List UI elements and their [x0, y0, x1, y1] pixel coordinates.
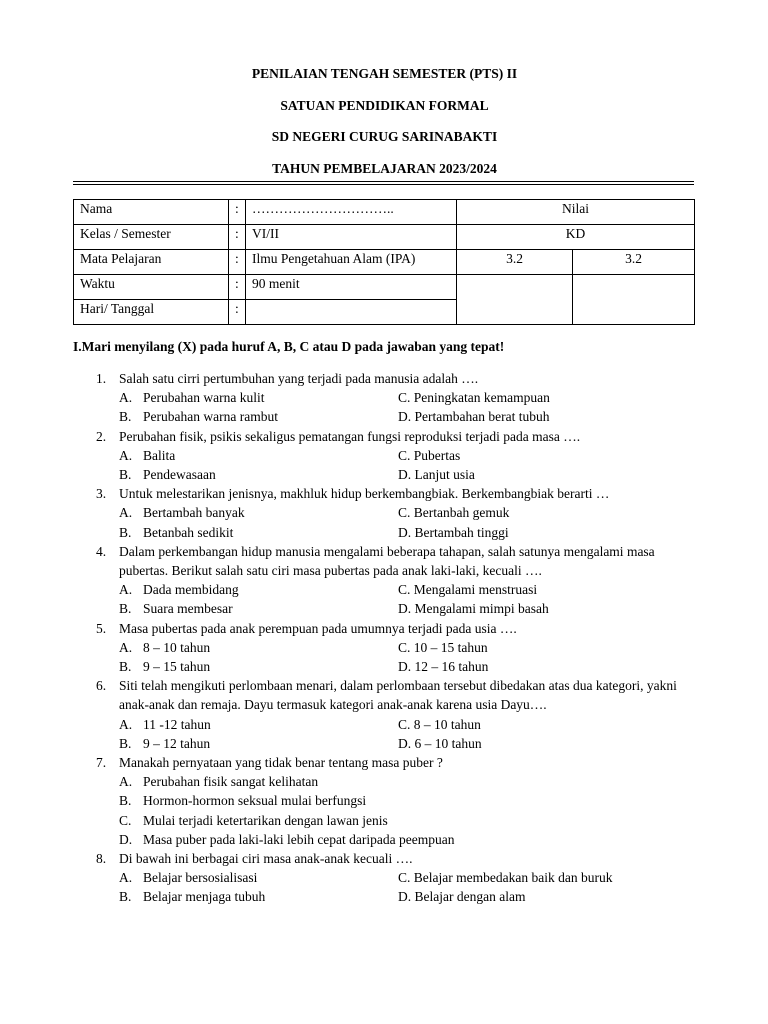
question-number: 7.	[96, 755, 107, 771]
question-text: Di bawah ini berbagai ciri masa anak-anak kecuali ….	[119, 851, 413, 867]
option-b: B. Pendewasaan	[119, 467, 216, 483]
colon: :	[229, 200, 246, 225]
date-value	[246, 300, 457, 325]
options	[119, 388, 691, 426]
colon: :	[229, 275, 246, 300]
question-number: 6.	[96, 678, 107, 694]
option-a: A. 11 -12 tahun	[119, 716, 211, 732]
kd-header: KD	[457, 225, 695, 250]
header-unit: SATUAN PENDIDIKAN FORMAL	[280, 97, 489, 113]
class-value: VI/II	[246, 225, 457, 250]
option-c: C. Peningkatan kemampuan	[398, 390, 550, 406]
question	[0, 542, 768, 619]
header-title: PENILAIAN TENGAH SEMESTER (PTS) II	[251, 66, 518, 81]
option-b: B. 9 – 12 tahun	[119, 735, 211, 751]
instructions: I.Mari menyilang (X) pada huruf A, B, C atau D pada jawaban yang tepat!	[73, 339, 505, 354]
options	[119, 446, 691, 484]
option-b: B. Betanbah sedikit	[119, 524, 234, 540]
option-c: C. Mengalami menstruasi	[398, 582, 538, 598]
question-number: 3.	[96, 486, 107, 502]
option-a: A. Perubahan fisik sangat kelihatan	[119, 774, 319, 790]
header-year: TAHUN PEMBELAJARAN 2023/2024	[272, 160, 497, 176]
question-number: 2.	[96, 428, 107, 444]
option-c: C. Belajar membedakan baik dan buruk	[398, 870, 613, 886]
option-c: C. Mulai terjadi ketertarikan dengan lawan jenis	[119, 812, 388, 828]
option-d: D. Masa puber pada laki-laki lebih cepat daripada peempuan	[119, 831, 455, 847]
option-c: C. 10 – 15 tahun	[398, 639, 488, 655]
score-box-2	[573, 275, 695, 325]
option-a: A. Balita	[119, 447, 176, 463]
option-b: B. Suara membesar	[119, 601, 233, 617]
question	[0, 676, 768, 753]
options	[119, 580, 691, 618]
time-label: Waktu	[74, 275, 229, 300]
student-info-table	[73, 199, 695, 325]
question-text: Perubahan fisik, psikis sekaligus pematangan fungsi reproduksi terjadi pada masa ….	[119, 428, 581, 444]
option-a: A. Dada membidang	[119, 582, 239, 598]
option-a: A. Belajar bersosialisasi	[119, 870, 258, 886]
question-list	[0, 369, 768, 907]
colon: :	[229, 250, 246, 275]
question-text: Dalam perkembangan hidup manusia mengalami beberapa tahapan, salah satunya mengalami masa pubertas. Berikut salah satu ciri masa pubertas pada anak laki-laki, kecuali ….	[119, 543, 655, 579]
score-header: Nilai	[457, 200, 695, 225]
options	[119, 715, 691, 753]
question-text: Manakah pernyataan yang tidak benar tentang masa puber ?	[119, 755, 443, 771]
subject-value: Ilmu Pengetahuan Alam (IPA)	[246, 250, 457, 275]
class-label: Kelas / Semester	[74, 225, 229, 250]
option-c: C. 8 – 10 tahun	[398, 716, 481, 732]
question	[0, 484, 768, 542]
option-c: C. Pubertas	[398, 447, 461, 463]
options	[119, 772, 691, 849]
option-b: B. Perubahan warna rambut	[119, 409, 278, 425]
header-divider-bottom	[73, 184, 694, 185]
kd-cell-1: 3.2	[457, 250, 573, 275]
name-label: Nama	[74, 200, 229, 225]
question-text: Salah satu cirri pertumbuhan yang terjadi pada manusia adalah ….	[119, 371, 479, 386]
kd-cell-2: 3.2	[573, 250, 695, 275]
option-c: C. Bertanbah gemuk	[398, 505, 510, 521]
exam-header	[75, 66, 694, 192]
options	[119, 868, 691, 906]
option-b: B. 9 – 15 tahun	[119, 659, 211, 675]
question	[0, 427, 768, 485]
question	[0, 369, 768, 427]
question-text: Masa pubertas pada anak perempuan pada umumnya terjadi pada usia ….	[119, 620, 517, 636]
subject-label: Mata Pelajaran	[74, 250, 229, 275]
question	[0, 753, 768, 849]
question-text: Siti telah mengikuti perlombaan menari, dalam perlombaan tersebut dibedakan atas dua kategori, yakni anak-anak dan remaja. Dayu termasuk kategori anak-anak karena usia Dayu….	[119, 678, 677, 713]
question-text: Untuk melestarikan jenisnya, makhluk hidup berkembangbiak. Berkembangbiak berarti …	[119, 486, 610, 502]
option-d: D. 6 – 10 tahun	[398, 735, 482, 751]
option-a: A. 8 – 10 tahun	[119, 639, 211, 655]
option-d: D. Pertambahan berat tubuh	[398, 409, 550, 425]
option-a: A. Perubahan warna kulit	[119, 390, 265, 406]
time-value: 90 menit	[246, 275, 457, 300]
options	[119, 638, 691, 676]
header-divider-top	[73, 181, 694, 182]
question	[0, 849, 768, 907]
question-number: 8.	[96, 851, 107, 867]
options	[119, 503, 691, 541]
option-a: A. Bertambah banyak	[119, 505, 245, 521]
option-d: D. Lanjut usia	[398, 467, 475, 483]
question-number: 1.	[96, 371, 107, 386]
header-school: SD NEGERI CURUG SARINABAKTI	[271, 129, 498, 144]
option-d: D. Mengalami mimpi basah	[398, 601, 549, 617]
option-b: B. Belajar menjaga tubuh	[119, 889, 266, 905]
option-d: D. 12 – 16 tahun	[398, 659, 489, 675]
colon: :	[229, 300, 246, 325]
option-b: B. Hormon-hormon seksual mulai berfungsi	[119, 793, 367, 809]
question-number: 4.	[96, 543, 107, 559]
option-d: D. Belajar dengan alam	[398, 889, 526, 905]
question-number: 5.	[96, 620, 107, 636]
name-value: …………………………..	[246, 200, 457, 225]
score-box-1	[457, 275, 573, 325]
colon: :	[229, 225, 246, 250]
date-label: Hari/ Tanggal	[74, 300, 229, 325]
option-d: D. Bertambah tinggi	[398, 524, 509, 540]
question	[0, 619, 768, 677]
